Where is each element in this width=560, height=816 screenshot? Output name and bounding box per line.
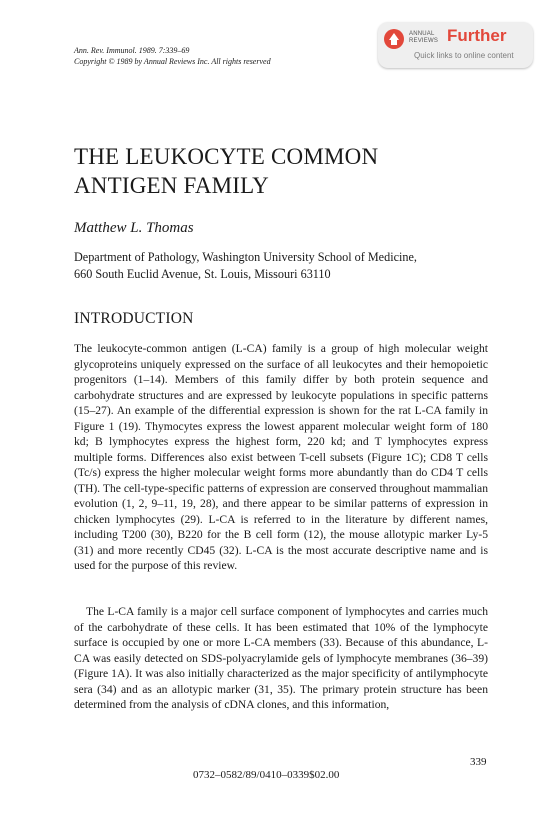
body-paragraph-2 xyxy=(74,604,488,713)
article-title xyxy=(74,142,378,200)
journal-line: Ann. Rev. Immunol. 1989. 7:339–69 xyxy=(74,46,190,55)
annual-reviews-logo-icon xyxy=(383,28,405,50)
affiliation-line-1: Department of Pathology, Washington University School of Medicine, xyxy=(74,250,417,264)
paragraph-text: The L-CA family is a major cell surface component of lymphocytes and carries much of the carbohydrate of these cells. It has been estimated that 10% of the lymphocyte surface is occupied by one or more L-CA members (33). Because of this abundance, L-CA was easily detected on SDS-polyacrylamide gels of lymphocyte membranes (36–39) (Figure 1A). It was also initially characterized as the major specificity of antilymphocyte sera (34) and as an allotypic marker (31, 35). The primary protein structure has been determined from the analysis of cDNA clones, and this information, xyxy=(74,605,488,711)
section-heading: INTRODUCTION xyxy=(74,310,194,327)
further-label[interactable]: Further xyxy=(447,26,507,45)
paragraph-text: The leukocyte-common antigen (L-CA) family is a group of high molecular weight glycoproteins uniquely expressed on the surface of all leukocytes and their hemopoietic progenitors (1–14). Members of this family differ by both protein sequence and carbohydrate structures and are expressed by leukocyte populations in specific patterns (15–27). An example of the differential expression is shown for the rat L-CA family in Figure 1 (19). Thymocytes express the lowest apparent molecular weight form of 180 kd; B lymphocytes express the highest form, 220 kd; and T lymphocytes express multiple forms. Differences also exist between T-cell subsets (Figure 1C); CD8 T cells (Tc/s) express the higher molecular weight forms more abundantly than do CD4 T cells (TH). The cell-type-specific patterns of expression are conserved throughout mammalian evolution (1, 2, 9–11, 19, 28), and there appear to be similar patterns of expression in chicken lymphocytes (29). L-CA is referred to in the literature by different names, including T200 (30), B220 for the B cell form (12), the mouse allotypic marker Ly-5 (31) and more recently CD45 (32). L-CA is the most accurate descriptive name and is used for the purpose of this review. xyxy=(74,342,488,572)
journal-citation xyxy=(74,45,271,67)
affiliation-line-2: 660 South Euclid Avenue, St. Louis, Missouri 63110 xyxy=(74,267,331,281)
title-line-2: ANTIGEN FAMILY xyxy=(74,173,269,198)
brand-line-annual: ANNUAL xyxy=(409,31,435,37)
annual-reviews-wordmark xyxy=(409,31,438,45)
copyright-fee-code: 0732–0582/89/0410–0339$02.00 xyxy=(193,769,340,781)
copyright-line: Copyright © 1989 by Annual Reviews Inc. All rights reserved xyxy=(74,57,271,66)
body-paragraph-1 xyxy=(74,341,488,574)
brand-line-reviews: REVIEWS xyxy=(409,38,439,44)
author-affiliation xyxy=(74,249,494,283)
page-number: 339 xyxy=(470,756,487,768)
author-name: Matthew L. Thomas xyxy=(74,220,194,236)
quick-links-label[interactable]: Quick links to online content xyxy=(414,51,514,60)
title-line-1: THE LEUKOCYTE COMMON xyxy=(74,144,379,169)
further-badge[interactable] xyxy=(378,22,533,68)
